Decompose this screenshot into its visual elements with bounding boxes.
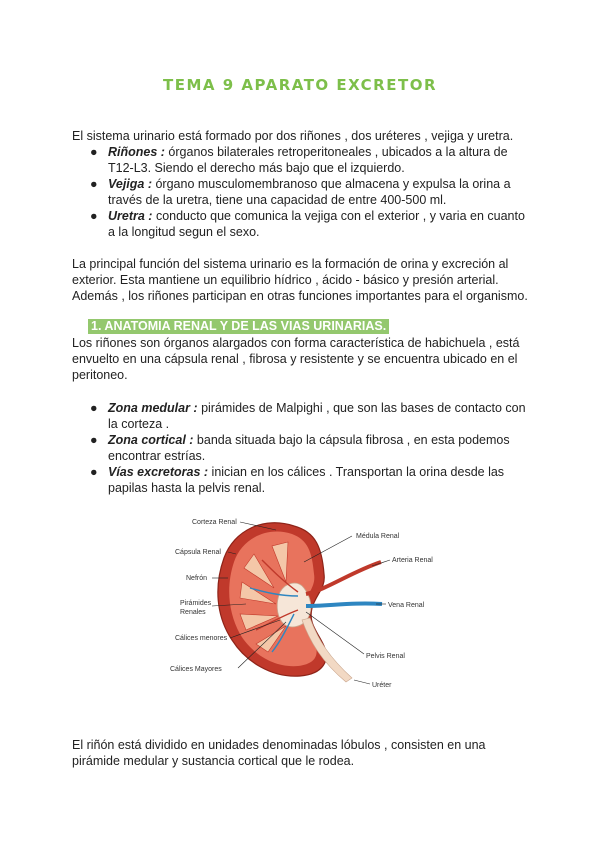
label-calices-menores: Cálices menores bbox=[175, 635, 228, 642]
list-item-text: órganos bilaterales retroperitoneales , ubicados a la altura de T12-L3. Siendo el derecho más bajo que el izquierdo. bbox=[108, 145, 508, 175]
label-piramides: Pirámides bbox=[180, 600, 212, 607]
anatomy-paragraph: Los riñones son órganos alargados con forma característica de habichuela , está envuelto en una cápsula renal , fibrosa y resistente y se encuentra ubicado en el peritoneo. bbox=[72, 336, 520, 382]
label-arteria-renal: Arteria Renal bbox=[392, 557, 433, 564]
renal-vein-shape bbox=[306, 603, 382, 606]
list-item-text: pirámides de Malpighi , que son las bases de contacto con la corteza . bbox=[108, 401, 526, 431]
list-item: ● Zona cortical : banda situada bajo la cápsula fibrosa , en esta podemos encontrar estrías. bbox=[90, 433, 510, 463]
list-item: ● Uretra : conducto que comunica la vejiga con el exterior , y varia en cuanto a la longitud segun el sexo. bbox=[90, 209, 525, 239]
section-heading: 1. ANATOMIA RENAL Y DE LAS VIAS URINARIAS. bbox=[88, 319, 389, 334]
intro-paragraph: El sistema urinario está formado por dos riñones , dos uréteres , vejiga y uretra. bbox=[72, 129, 514, 143]
label-renales: Renales bbox=[180, 609, 206, 616]
list-item-term: Vías excretoras : bbox=[108, 465, 209, 479]
organs-list bbox=[72, 144, 532, 240]
closing-paragraph: El riñón está dividido en unidades denominadas lóbulos , consisten en una pirámide medular y sustancia cortical que le rodea. bbox=[72, 738, 486, 768]
label-vena-renal: Vena Renal bbox=[388, 602, 425, 609]
label-calices-mayores: Cálices Mayores bbox=[170, 666, 222, 673]
list-item-text: inician en los cálices . Transportan la orina desde las papilas hasta la pelvis renal. bbox=[108, 465, 505, 495]
list-item-term: Zona cortical : bbox=[108, 433, 194, 447]
list-item-text: banda situada bajo la cápsula fibrosa , en esta podemos encontrar estrías. bbox=[108, 433, 510, 463]
label-ureter: Uréter bbox=[372, 682, 392, 689]
label-medula-renal: Médula Renal bbox=[356, 533, 400, 540]
label-pelvis-renal: Pelvis Renal bbox=[366, 653, 405, 660]
list-item: ● Vías excretoras : inician en los cálices . Transportan la orina desde las papilas hasta la pelvis renal. bbox=[90, 465, 505, 495]
zones-list bbox=[72, 400, 532, 496]
list-item-text: conducto que comunica la vejiga con el exterior , y varia en cuanto a la longitud segun el sexo. bbox=[108, 209, 525, 239]
page-title: TEMA 9 APARATO EXCRETOR bbox=[162, 76, 438, 94]
list-item-text: órgano musculomembranoso que almacena y expulsa la orina a través de la uretra, tiene una capacidad de entre 400-500 ml. bbox=[108, 177, 511, 207]
list-item: ● Zona medular : pirámides de Malpighi , que son las bases de contacto con la corteza . bbox=[90, 401, 526, 431]
kidney-diagram bbox=[170, 512, 444, 696]
list-item-term: Zona medular : bbox=[108, 401, 198, 415]
list-item-term: Vejiga : bbox=[108, 177, 152, 191]
label-corteza-renal: Corteza Renal bbox=[192, 519, 237, 526]
list-item-term: Uretra : bbox=[108, 209, 153, 223]
label-capsula-renal: Cápsula Renal bbox=[175, 549, 221, 556]
list-item-term: Riñones : bbox=[108, 145, 165, 159]
label-nefron: Nefrón bbox=[186, 575, 208, 582]
list-item: ● Riñones : órganos bilaterales retroperitoneales , ubicados a la altura de T12-L3. Siendo el derecho más bajo que el izquierdo. bbox=[90, 145, 508, 175]
list-item: ● Vejiga : órgano musculomembranoso que almacena y expulsa la orina a través de la uretra, tiene una capacidad de entre 400-500 ml. bbox=[90, 177, 511, 207]
function-paragraph: La principal función del sistema urinario es la formación de orina y excreción al exterior. Esta mantiene un equilibrio hídrico , ácido - básico y presión arterial. Además , los riñones participan en otras funciones importantes para el organismo. bbox=[72, 257, 528, 303]
